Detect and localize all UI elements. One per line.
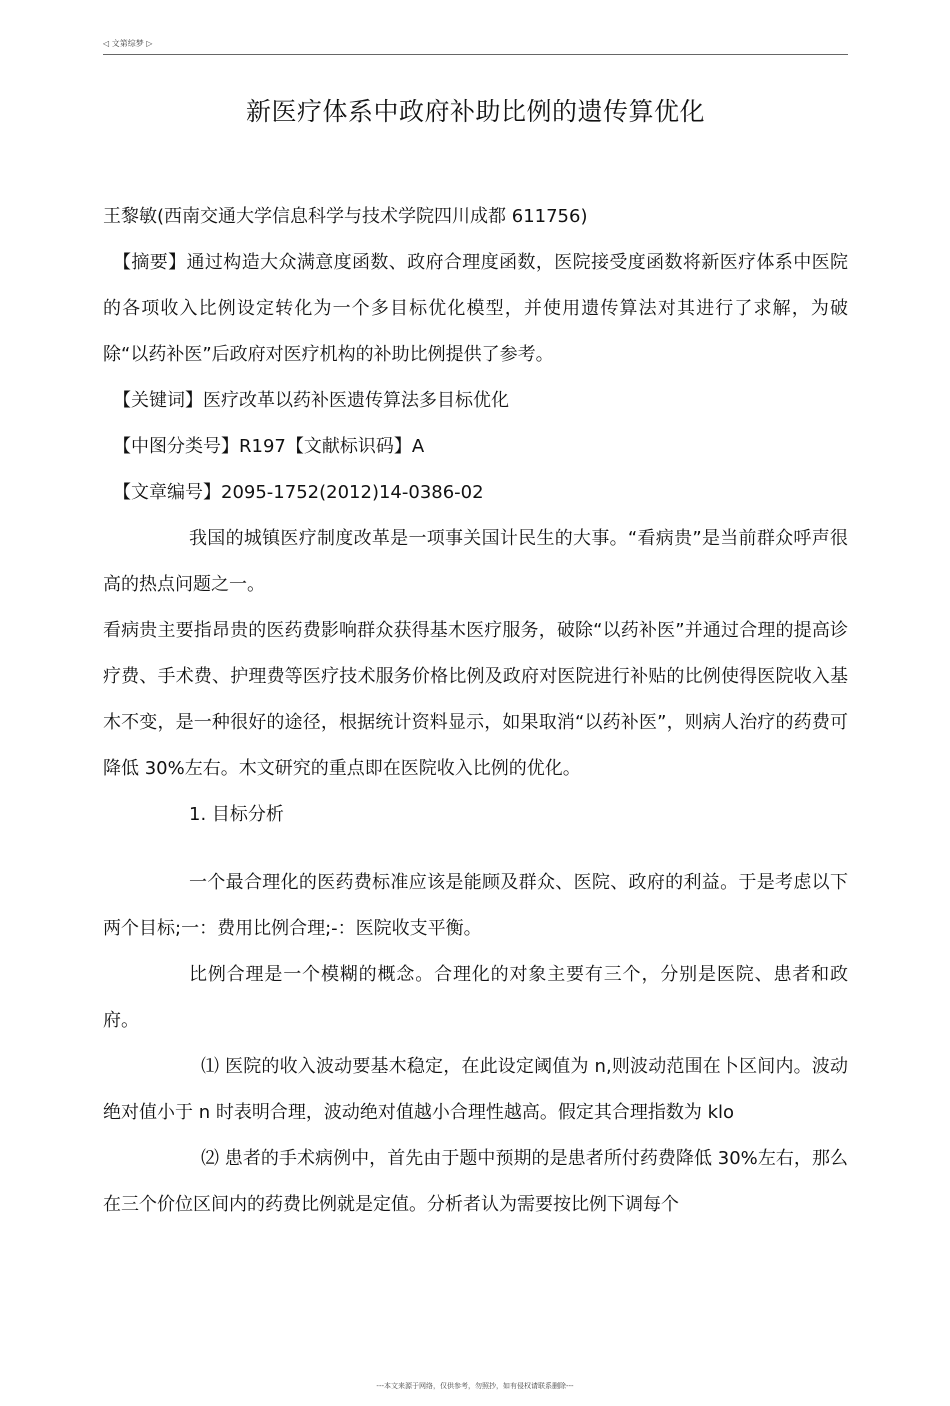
header-divider xyxy=(103,54,848,55)
abstract-paragraph: 【摘要】通过构造大众满意度函数、政府合理度函数，医院接受度函数将新医疗体系中医院的各项收入比例设定转化为一个多目标优化模型，并使用遗传算法对其进行了求解，为破除“以药补医”后政府对医疗机构的补助比例提供了参考。 xyxy=(103,252,848,365)
body-paragraph: 看病贵主要指昂贵的医药费影响群众获得基木医疗服务，破除“以药补医”并通过合理的提高诊疗费、手术费、护理费等医疗技术服务价格比例及政府对医院进行补贴的比例使得医院收入基木不变，是一种很好的途径，根据统计资料显示，如果取消“以药补医”，则病人治疗的药费可降低 30%左右。木文研究的重点即在医院收入比例的优化。 xyxy=(103,620,848,779)
objectives-paragraph: 一个最合理化的医药费标准应该是能顾及群众、医院、政府的利益。于是考虑以下两个目标;一：费用比例合理;-：医院收支平衡。 xyxy=(103,872,848,939)
page-footer: ---本文来源于网络，仅供参考，勿照抄，如有侵权请联系删除--- xyxy=(376,1382,574,1390)
list-item-patient: ⑵ 患者的手术病例中，首先由于题中预期的是患者所付药费降低 30%左右，那么在三个价位区间内的药费比例就是定值。分析者认为需要按比例下调每个 xyxy=(103,1148,848,1215)
classification-line: 【中图分类号】R197【文献标识码】A xyxy=(113,436,425,457)
document-title: 新医疗体系中政府补助比例的遗传算优化 xyxy=(245,97,705,126)
document-body xyxy=(103,194,848,1228)
rationality-paragraph: 比例合理是一个模糊的概念。合理化的对象主要有三个，分别是医院、患者和政府。 xyxy=(103,964,848,1031)
list-item-hospital: ⑴ 医院的收入波动要基木稳定，在此设定阈值为 n,则波动范围在卜区间内。波动绝对值小于 n 时表明合理，波动绝对值越小合理性越高。假定其合理指数为 klo xyxy=(103,1056,848,1123)
article-number-line: 【文章编号】2095-1752(2012)14-0386-02 xyxy=(113,482,484,503)
section-spacer xyxy=(103,838,848,860)
section-heading: 1. 目标分析 xyxy=(189,804,284,825)
author-affiliation: 王黎敏(西南交通大学信息科学与技术学院四川成都 611756) xyxy=(103,206,588,227)
intro-paragraph: 我国的城镇医疗制度改革是一项事关国计民生的大事。“看病贵”是当前群众呼声很高的热点问题之一。 xyxy=(103,528,848,595)
page-header: ◁ 文第综梦 ▷ xyxy=(103,39,153,48)
keywords-line: 【关键词】医疗改革以药补医遗传算法多目标优化 xyxy=(113,390,509,411)
